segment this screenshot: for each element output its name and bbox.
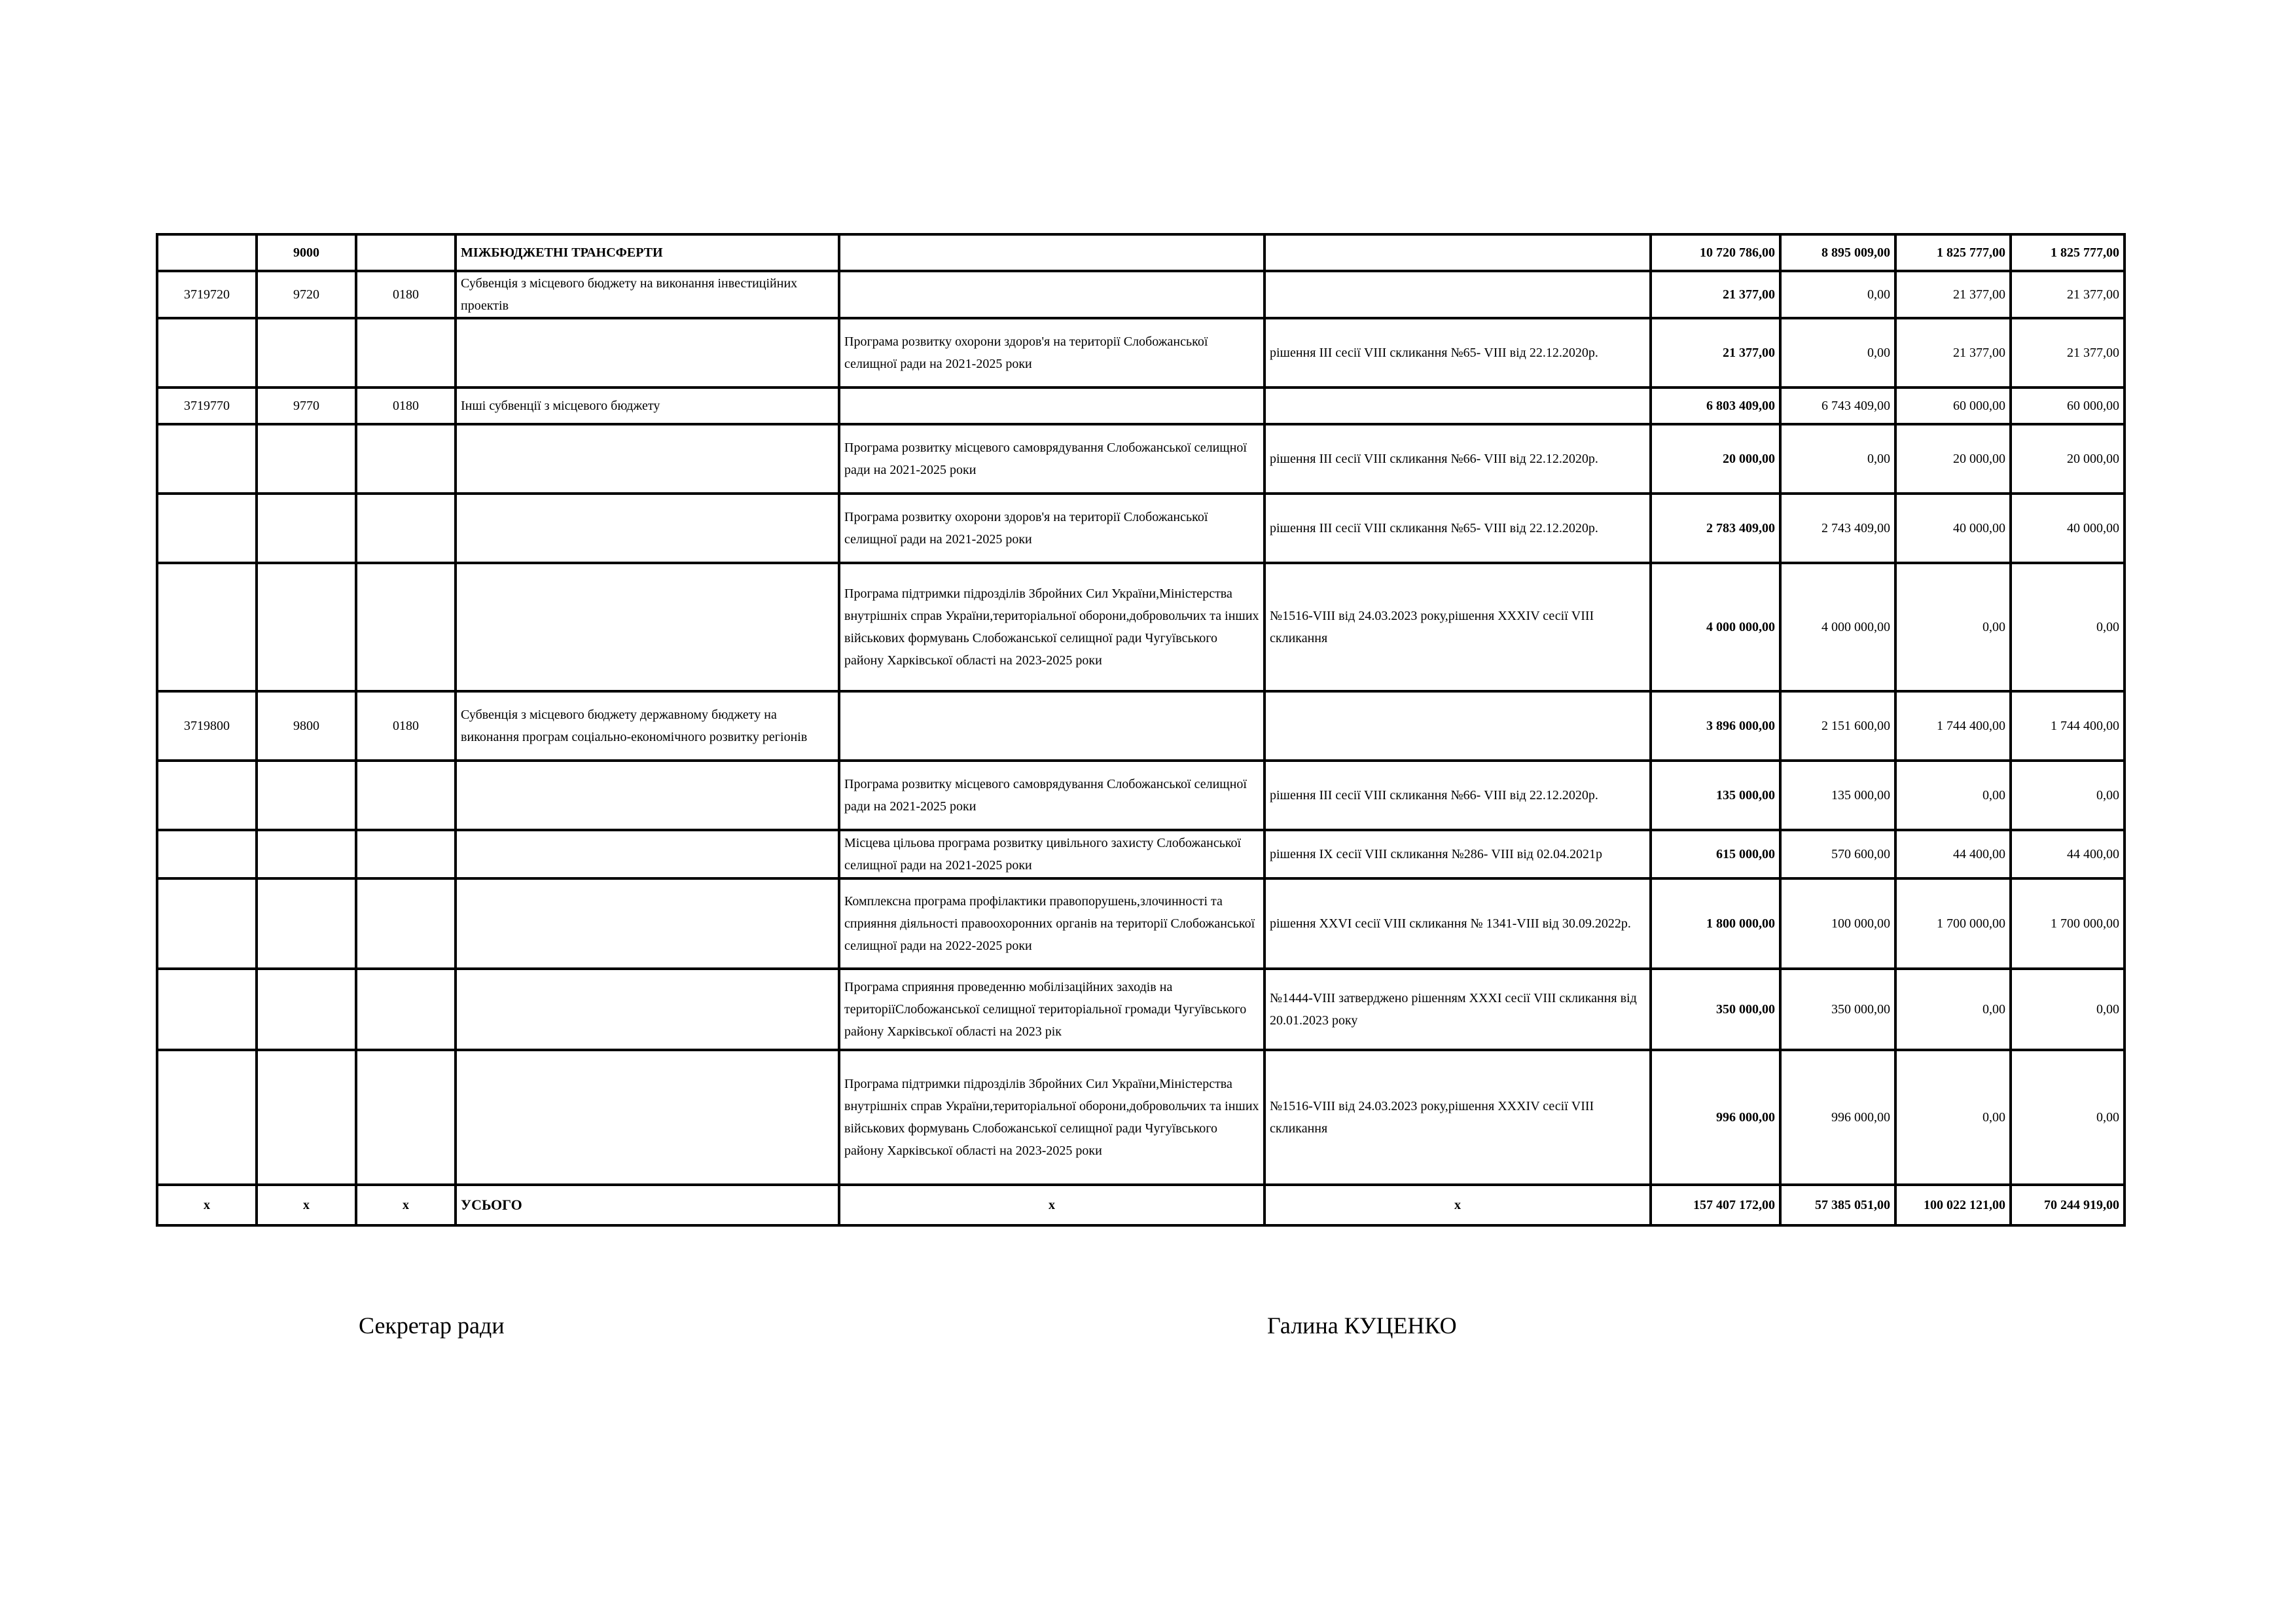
function-code (257, 761, 356, 830)
amount-development: 60 000,00 (2011, 388, 2125, 424)
amount-development: 0,00 (2011, 563, 2125, 691)
amount-special: 1 700 000,00 (1895, 878, 2011, 969)
amount-special: 0,00 (1895, 1050, 2011, 1185)
signature-position: Секретар ради (359, 1312, 505, 1339)
section-development: 1 825 777,00 (2011, 234, 2125, 271)
decision-text: рішення ІІІ сесії VIІІ скликання №65- VIІІ від 22.12.2020р. (1265, 318, 1651, 388)
amount-total: 2 783 409,00 (1651, 494, 1780, 563)
transfer-name (456, 563, 839, 691)
function-code: 9720 (257, 271, 356, 318)
transfer-name (456, 830, 839, 878)
amount-special: 60 000,00 (1895, 388, 2011, 424)
decision-text: №1516-VIІІ від 24.03.2023 року,рішення XXXIV сесії VIІІ скликання (1265, 563, 1651, 691)
amount-development: 1 700 000,00 (2011, 878, 2125, 969)
amount-total: 615 000,00 (1651, 830, 1780, 878)
amount-special: 40 000,00 (1895, 494, 2011, 563)
decision-text: №1516-VIІІ від 24.03.2023 року,рішення XXXIV сесії VIІІ скликання (1265, 1050, 1651, 1185)
fkvk-code (356, 424, 456, 494)
table-row (157, 271, 2125, 318)
amount-total: 1 800 000,00 (1651, 878, 1780, 969)
table-row (157, 761, 2125, 830)
totals-x: x (157, 1185, 257, 1225)
program-code (157, 830, 257, 878)
program-code (157, 969, 257, 1050)
table-row (157, 424, 2125, 494)
amount-special: 20 000,00 (1895, 424, 2011, 494)
decision-text (1265, 388, 1651, 424)
totals-x: x (839, 1185, 1265, 1225)
amount-special: 1 744 400,00 (1895, 691, 2011, 761)
amount-development: 0,00 (2011, 1050, 2125, 1185)
function-code (257, 1050, 356, 1185)
transfer-name: Субвенція з місцевого бюджету на виконання інвестиційних проектів (456, 271, 839, 318)
decision-text (1265, 271, 1651, 318)
amount-development: 21 377,00 (2011, 271, 2125, 318)
program-code (157, 424, 257, 494)
transfer-name (456, 761, 839, 830)
section-special: 1 825 777,00 (1895, 234, 2011, 271)
program-name (839, 388, 1265, 424)
transfer-name (456, 969, 839, 1050)
amount-special: 0,00 (1895, 563, 2011, 691)
budget-table (156, 233, 2126, 1227)
fkvk-code (356, 318, 456, 388)
totals-total: 157 407 172,00 (1651, 1185, 1780, 1225)
section-row (157, 234, 2125, 271)
amount-general: 0,00 (1780, 271, 1895, 318)
transfer-name (456, 318, 839, 388)
program-name: Програма сприяння проведенню мобілізаційних заходів на територіїСлобожанської селищної територіальної громади Чугуївського району Харківської області на 2023 рік (839, 969, 1265, 1050)
section-total: 10 720 786,00 (1651, 234, 1780, 271)
amount-general: 996 000,00 (1780, 1050, 1895, 1185)
transfer-name (456, 1050, 839, 1185)
table-row (157, 494, 2125, 563)
program-name: Місцева цільова програма розвитку цивільного захисту Слобожанської селищної ради на 2021-2025 роки (839, 830, 1265, 878)
signature-name: Галина КУЦЕНКО (1267, 1312, 1457, 1339)
amount-general: 6 743 409,00 (1780, 388, 1895, 424)
amount-total: 135 000,00 (1651, 761, 1780, 830)
program-name: Програма підтримки підрозділів Збройних Сил України,Міністерства внутрішніх справ України,територіальної оборони,добровольчих та інших військових формувань Слобожанської селищної ради Чугуївського району Харківської області на 2023-2025 роки (839, 1050, 1265, 1185)
function-code (257, 969, 356, 1050)
cell-decision (1265, 234, 1651, 271)
program-name (839, 271, 1265, 318)
amount-development: 21 377,00 (2011, 318, 2125, 388)
amount-development: 1 744 400,00 (2011, 691, 2125, 761)
totals-x: x (1265, 1185, 1651, 1225)
transfer-name (456, 494, 839, 563)
transfer-name: Субвенція з місцевого бюджету державному бюджету на виконання програм соціально-економічного розвитку регіонів (456, 691, 839, 761)
program-code (157, 878, 257, 969)
fkvk-code: 0180 (356, 691, 456, 761)
amount-special: 0,00 (1895, 761, 2011, 830)
totals-special: 100 022 121,00 (1895, 1185, 2011, 1225)
amount-general: 2 743 409,00 (1780, 494, 1895, 563)
amount-general: 0,00 (1780, 318, 1895, 388)
amount-special: 21 377,00 (1895, 271, 2011, 318)
totals-label: УСЬОГО (456, 1185, 839, 1225)
amount-development: 0,00 (2011, 761, 2125, 830)
amount-general: 350 000,00 (1780, 969, 1895, 1050)
decision-text: рішення XXVI сесії VIІІ скликання № 1341-VIІІ від 30.09.2022р. (1265, 878, 1651, 969)
section-general: 8 895 009,00 (1780, 234, 1895, 271)
fkvk-code (356, 969, 456, 1050)
amount-total: 21 377,00 (1651, 318, 1780, 388)
decision-text: рішення ІІІ сесії VIІІ скликання №66- VIІІ від 22.12.2020р. (1265, 424, 1651, 494)
transfer-name: Інші субвенції з місцевого бюджету (456, 388, 839, 424)
function-code (257, 830, 356, 878)
table-row (157, 388, 2125, 424)
amount-total: 3 896 000,00 (1651, 691, 1780, 761)
fkvk-code: 0180 (356, 271, 456, 318)
amount-total: 20 000,00 (1651, 424, 1780, 494)
amount-special: 21 377,00 (1895, 318, 2011, 388)
function-code (257, 424, 356, 494)
table-row (157, 830, 2125, 878)
amount-total: 21 377,00 (1651, 271, 1780, 318)
fkvk-code (356, 563, 456, 691)
amount-general: 100 000,00 (1780, 878, 1895, 969)
function-code (257, 563, 356, 691)
fkvk-code (356, 1050, 456, 1185)
program-code: 3719770 (157, 388, 257, 424)
amount-special: 44 400,00 (1895, 830, 2011, 878)
amount-general: 135 000,00 (1780, 761, 1895, 830)
cell-prog (157, 234, 257, 271)
fkvk-code: 0180 (356, 388, 456, 424)
program-code: 3719720 (157, 271, 257, 318)
amount-development: 0,00 (2011, 969, 2125, 1050)
program-code (157, 563, 257, 691)
totals-development: 70 244 919,00 (2011, 1185, 2125, 1225)
section-code: 9000 (257, 234, 356, 271)
section-name: МІЖБЮДЖЕТНІ ТРАНСФЕРТИ (456, 234, 839, 271)
program-code (157, 761, 257, 830)
program-code (157, 494, 257, 563)
function-code (257, 878, 356, 969)
function-code: 9770 (257, 388, 356, 424)
cell-program (839, 234, 1265, 271)
totals-x: x (257, 1185, 356, 1225)
program-name: Програма розвитку охорони здоров'я на території Слобожанської селищної ради на 2021-2025 роки (839, 494, 1265, 563)
table-row (157, 1050, 2125, 1185)
fkvk-code (356, 494, 456, 563)
cell-fkvk (356, 234, 456, 271)
table-row (157, 318, 2125, 388)
amount-general: 570 600,00 (1780, 830, 1895, 878)
amount-general: 2 151 600,00 (1780, 691, 1895, 761)
table-row (157, 563, 2125, 691)
amount-total: 996 000,00 (1651, 1050, 1780, 1185)
program-name (839, 691, 1265, 761)
amount-general: 0,00 (1780, 424, 1895, 494)
amount-total: 4 000 000,00 (1651, 563, 1780, 691)
function-code (257, 494, 356, 563)
transfer-name (456, 424, 839, 494)
program-name: Комплексна програма профілактики правопорушень,злочинності та сприяння діяльності правоохоронних органів на території Слобожанської селищної ради на 2022-2025 роки (839, 878, 1265, 969)
program-name: Програма підтримки підрозділів Збройних Сил України,Міністерства внутрішніх справ України,територіальної оборони,добровольчих та інших військових формувань Слобожанської селищної ради Чугуївського району Харківської області на 2023-2025 роки (839, 563, 1265, 691)
amount-total: 6 803 409,00 (1651, 388, 1780, 424)
program-code: 3719800 (157, 691, 257, 761)
table-row (157, 691, 2125, 761)
function-code (257, 318, 356, 388)
fkvk-code (356, 830, 456, 878)
decision-text: рішення ІІІ сесії VIІІ скликання №66- VIІІ від 22.12.2020р. (1265, 761, 1651, 830)
amount-development: 44 400,00 (2011, 830, 2125, 878)
program-code (157, 318, 257, 388)
fkvk-code (356, 761, 456, 830)
program-name: Програма розвитку охорони здоров'я на території Слобожанської селищної ради на 2021-2025 роки (839, 318, 1265, 388)
amount-development: 20 000,00 (2011, 424, 2125, 494)
totals-x: x (356, 1185, 456, 1225)
program-name: Програма розвитку місцевого самоврядування Слобожанської селищної ради на 2021-2025 роки (839, 424, 1265, 494)
table-row (157, 969, 2125, 1050)
table-row (157, 878, 2125, 969)
amount-special: 0,00 (1895, 969, 2011, 1050)
decision-text (1265, 691, 1651, 761)
amount-total: 350 000,00 (1651, 969, 1780, 1050)
decision-text: №1444-VIІІ затверджено рішенням XXXI сесії VIІІ скликання від 20.01.2023 року (1265, 969, 1651, 1050)
decision-text: рішення ІХ сесії VIІІ скликання №286- VIІІ від 02.04.2021р (1265, 830, 1651, 878)
decision-text: рішення ІІІ сесії VIІІ скликання №65- VIІІ від 22.12.2020р. (1265, 494, 1651, 563)
amount-development: 40 000,00 (2011, 494, 2125, 563)
transfer-name (456, 878, 839, 969)
amount-general: 4 000 000,00 (1780, 563, 1895, 691)
program-name: Програма розвитку місцевого самоврядування Слобожанської селищної ради на 2021-2025 роки (839, 761, 1265, 830)
program-code (157, 1050, 257, 1185)
function-code: 9800 (257, 691, 356, 761)
fkvk-code (356, 878, 456, 969)
totals-general: 57 385 051,00 (1780, 1185, 1895, 1225)
totals-row (157, 1185, 2125, 1225)
